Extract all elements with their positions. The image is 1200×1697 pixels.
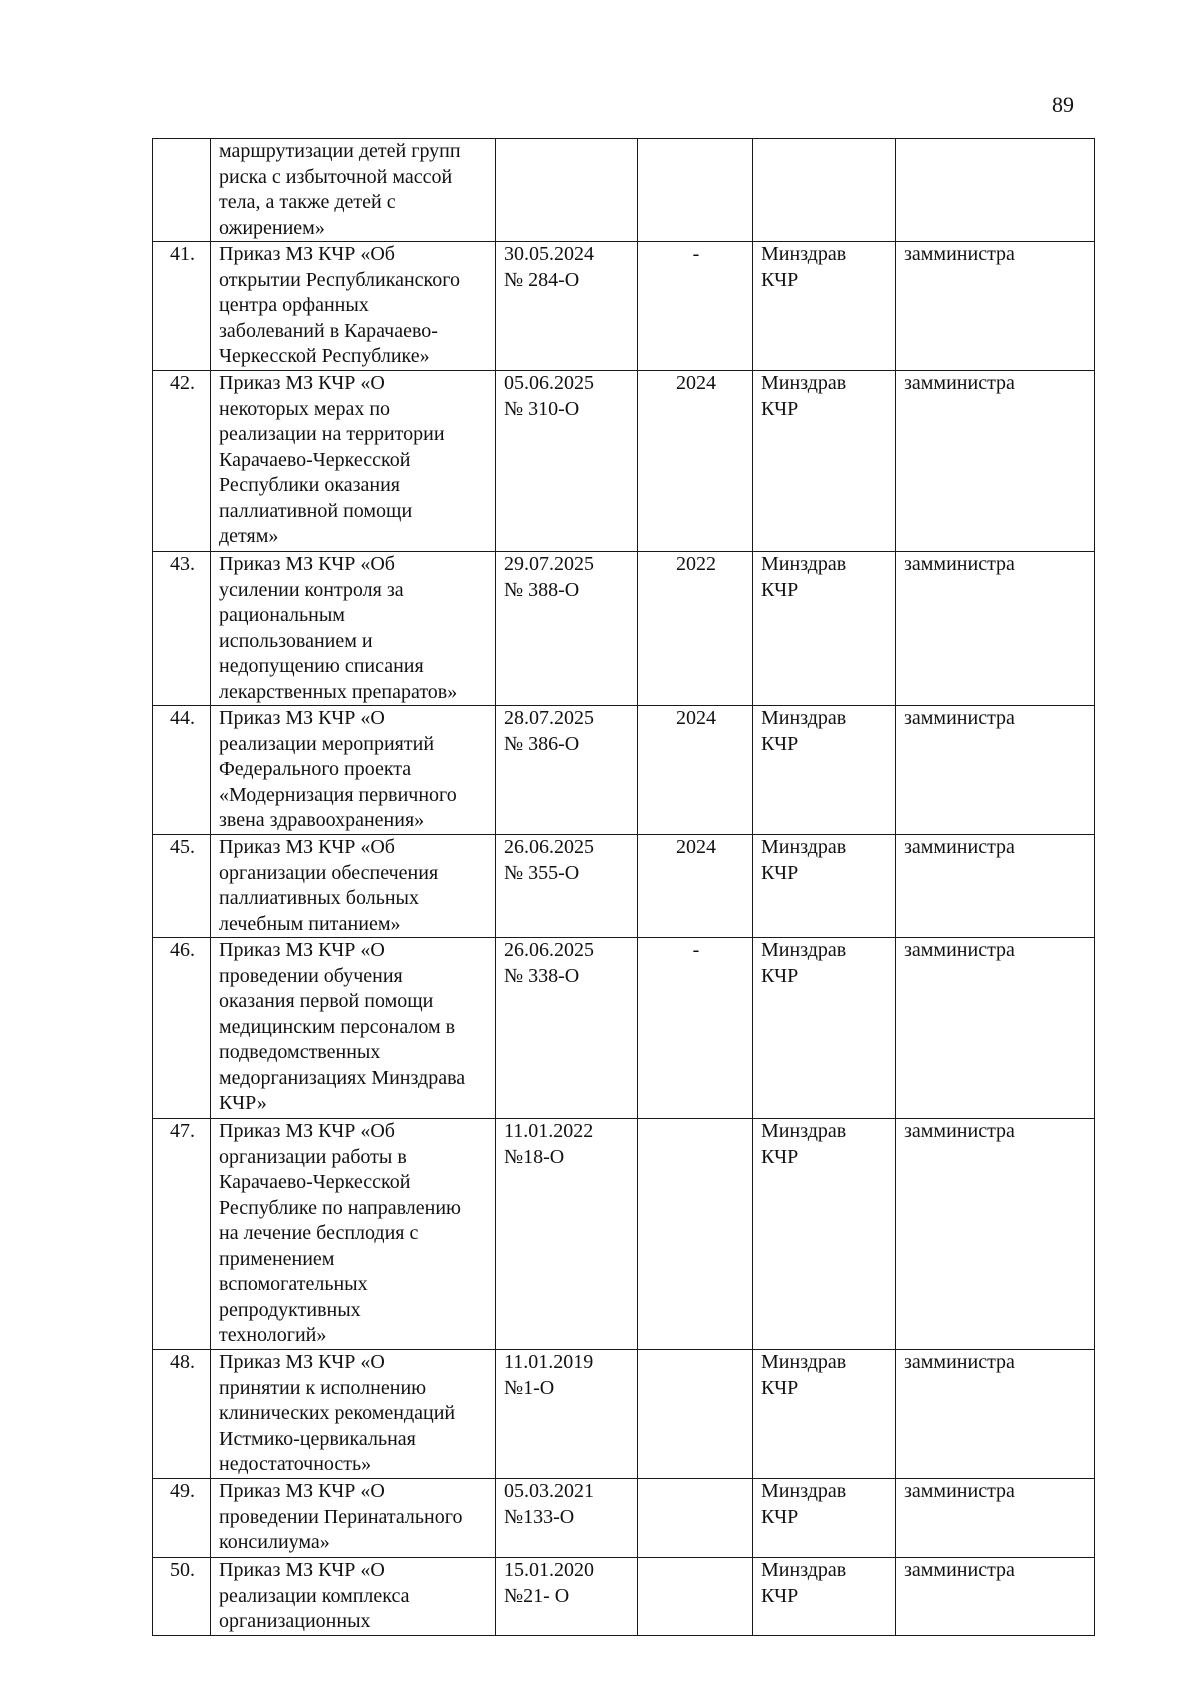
- order-date-number-line: №18-О: [504, 1145, 565, 1168]
- order-date-number: [496, 1350, 638, 1479]
- organization-cell: [753, 1119, 896, 1350]
- year-cell: [638, 1479, 753, 1558]
- organization-line: КЧР: [761, 1505, 799, 1528]
- organization-line: КЧР: [761, 578, 799, 601]
- table-row: [153, 242, 1095, 371]
- order-date-number-line: № 355-О: [504, 861, 580, 884]
- year-cell: 2022: [638, 552, 753, 706]
- row-number: 47.: [153, 1119, 211, 1350]
- order-title-line: Истмико-цервикальная: [219, 1427, 416, 1450]
- order-title-line: лекарственных препаратов»: [219, 680, 458, 703]
- order-title-line: репродуктивных: [219, 1298, 361, 1321]
- order-title-line: недостаточность»: [219, 1453, 372, 1475]
- order-title: [211, 139, 496, 242]
- order-title-line: Федерального проекта: [219, 758, 412, 780]
- order-date-number-line: № 284-О: [504, 268, 580, 291]
- order-title-line: технологий»: [219, 1324, 327, 1346]
- order-date-number-line: № 386-О: [504, 732, 580, 755]
- order-title: [211, 552, 496, 706]
- order-title-line: использованием и: [219, 629, 373, 652]
- order-title-line: на лечение бесплодия с: [219, 1222, 419, 1244]
- order-title: [211, 835, 496, 938]
- organization-line: Минздрав: [761, 1120, 847, 1142]
- order-title-line: принятии к исполнению: [219, 1376, 427, 1399]
- order-title-line: консилиума»: [219, 1531, 330, 1553]
- order-title-line: рациональным: [219, 604, 345, 626]
- organization-line: Минздрав: [761, 1351, 847, 1373]
- order-date-number-line: №21- О: [504, 1584, 570, 1607]
- organization-line: Минздрав: [761, 1559, 847, 1581]
- order-title-line: медорганизациях Минздрава: [219, 1066, 466, 1089]
- organization-line: Минздрав: [761, 707, 847, 729]
- order-title-line: Приказ МЗ КЧР «О: [219, 372, 385, 394]
- order-title-line: реализации на территории: [219, 423, 445, 445]
- organization-line: КЧР: [761, 1145, 799, 1168]
- order-date-number: [496, 1558, 638, 1636]
- order-title-line: звена здравоохранения»: [219, 809, 425, 831]
- responsible-cell: замминистра: [896, 938, 1095, 1119]
- year-cell: 2024: [638, 706, 753, 835]
- responsible-cell: замминистра: [896, 552, 1095, 706]
- order-title-line: маршрутизации детей групп: [219, 140, 461, 162]
- order-title-line: организационных: [219, 1610, 371, 1632]
- organization-line: КЧР: [761, 861, 799, 884]
- order-date-number: [496, 706, 638, 835]
- year-cell: [638, 1119, 753, 1350]
- organization-line: Минздрав: [761, 836, 847, 858]
- order-title: [211, 1350, 496, 1479]
- order-title-line: Приказ МЗ КЧР «О: [219, 1480, 385, 1502]
- order-date-number-line: 28.07.2025: [504, 707, 594, 729]
- table-row: [153, 139, 1095, 242]
- year-cell: [638, 139, 753, 242]
- responsible-cell: замминистра: [896, 1558, 1095, 1636]
- year-cell: 2024: [638, 835, 753, 938]
- organization-line: Минздрав: [761, 372, 847, 394]
- order-title-line: реализации мероприятий: [219, 732, 435, 755]
- order-date-number: [496, 242, 638, 371]
- row-number: 45.: [153, 835, 211, 938]
- order-date-number-line: № 310-О: [504, 397, 580, 420]
- organization-cell: [753, 1479, 896, 1558]
- order-title-line: Приказ МЗ КЧР «Об: [219, 1120, 395, 1142]
- order-title-line: проведении Перинатального: [219, 1505, 463, 1528]
- order-title: [211, 1558, 496, 1636]
- table-row: [153, 835, 1095, 938]
- responsible-cell: замминистра: [896, 242, 1095, 371]
- organization-line: Минздрав: [761, 939, 847, 961]
- order-date-number-line: 05.06.2025: [504, 372, 594, 394]
- row-number: 49.: [153, 1479, 211, 1558]
- order-title-line: Карачаево-Черкесской: [219, 448, 411, 471]
- order-date-number: [496, 1479, 638, 1558]
- organization-cell: [753, 242, 896, 371]
- organization-line: КЧР: [761, 1584, 799, 1607]
- order-title-line: Республике по направлению: [219, 1196, 461, 1219]
- order-title: [211, 242, 496, 371]
- organization-line: КЧР: [761, 732, 799, 755]
- responsible-cell: замминистра: [896, 1479, 1095, 1558]
- table-row: [153, 371, 1095, 552]
- responsible-cell: [896, 139, 1095, 242]
- table-row: [153, 1479, 1095, 1558]
- table-row: [153, 1119, 1095, 1350]
- order-date-number: [496, 1119, 638, 1350]
- order-title-line: тела, а также детей с: [219, 191, 396, 213]
- order-title-line: Приказ МЗ КЧР «О: [219, 707, 385, 729]
- order-date-number-line: №133-О: [504, 1505, 575, 1528]
- order-title-line: лечебным питанием»: [219, 912, 401, 935]
- year-cell: -: [638, 242, 753, 371]
- order-title-line: оказания первой помощи: [219, 990, 434, 1012]
- order-title: [211, 1119, 496, 1350]
- order-title-line: Приказ МЗ КЧР «Об: [219, 243, 395, 265]
- year-cell: 2024: [638, 371, 753, 552]
- order-title-line: реализации комплекса: [219, 1584, 410, 1607]
- order-date-number-line: № 338-О: [504, 964, 580, 987]
- organization-cell: [753, 139, 896, 242]
- order-date-number-line: № 388-О: [504, 578, 580, 601]
- order-title-line: медицинским персоналом в: [219, 1015, 456, 1038]
- order-title-line: применением: [219, 1247, 335, 1270]
- order-date-number: [496, 371, 638, 552]
- order-title-line: организации работы в: [219, 1145, 407, 1168]
- order-date-number-line: 26.06.2025: [504, 836, 594, 858]
- order-date-number-line: 11.01.2022: [504, 1120, 594, 1142]
- order-date-number-line: 29.07.2025: [504, 553, 594, 575]
- organization-cell: [753, 552, 896, 706]
- order-title-line: ожирением»: [219, 216, 325, 239]
- order-title-line: организации обеспечения: [219, 861, 439, 884]
- organization-cell: [753, 1558, 896, 1636]
- order-title-line: детям»: [219, 525, 279, 547]
- order-title-line: проведении обучения: [219, 964, 403, 987]
- table-row: [153, 938, 1095, 1119]
- responsible-cell: замминистра: [896, 1350, 1095, 1479]
- page-number: 89: [1052, 92, 1074, 117]
- order-date-number-line: 15.01.2020: [504, 1559, 594, 1581]
- order-date-number-line: 05.03.2021: [504, 1480, 594, 1502]
- organization-cell: [753, 835, 896, 938]
- row-number: 50.: [153, 1558, 211, 1636]
- order-title: [211, 1479, 496, 1558]
- order-date-number-line: 11.01.2019: [504, 1351, 594, 1373]
- row-number: [153, 139, 211, 242]
- organization-cell: [753, 706, 896, 835]
- row-number: 42.: [153, 371, 211, 552]
- responsible-cell: замминистра: [896, 371, 1095, 552]
- organization-cell: [753, 938, 896, 1119]
- orders-table: [152, 138, 1095, 1636]
- row-number: 43.: [153, 552, 211, 706]
- organization-cell: [753, 371, 896, 552]
- order-title-line: Приказ МЗ КЧР «О: [219, 939, 385, 961]
- order-title-line: КЧР»: [219, 1092, 267, 1114]
- order-title-line: Приказ МЗ КЧР «Об: [219, 553, 395, 575]
- order-date-number: [496, 552, 638, 706]
- order-title-line: вспомогательных: [219, 1273, 368, 1295]
- order-date-number-line: 26.06.2025: [504, 939, 594, 961]
- order-title-line: «Модернизация первичного: [219, 783, 457, 806]
- order-title: [211, 371, 496, 552]
- order-title-line: паллиативной помощи: [219, 499, 413, 522]
- order-title-line: Карачаево-Черкесской: [219, 1171, 411, 1193]
- organization-cell: [753, 1350, 896, 1479]
- row-number: 44.: [153, 706, 211, 835]
- table-row: [153, 1350, 1095, 1479]
- order-title-line: Черкесской Республике»: [219, 345, 430, 367]
- year-cell: [638, 1558, 753, 1636]
- table-row: [153, 552, 1095, 706]
- order-date-number: [496, 139, 638, 242]
- year-cell: -: [638, 938, 753, 1119]
- order-title-line: открытии Республиканского: [219, 268, 460, 291]
- order-title-line: заболеваний в Карачаево-: [219, 319, 438, 342]
- order-title-line: центра орфанных: [219, 294, 369, 316]
- organization-line: Минздрав: [761, 243, 847, 265]
- organization-line: КЧР: [761, 1376, 799, 1399]
- order-title-line: недопущению списания: [219, 655, 424, 677]
- order-title-line: риска с избыточной массой: [219, 165, 453, 188]
- year-cell: [638, 1350, 753, 1479]
- order-date-number: [496, 835, 638, 938]
- organization-line: Минздрав: [761, 1480, 847, 1502]
- order-title-line: Приказ МЗ КЧР «О: [219, 1351, 385, 1373]
- row-number: 48.: [153, 1350, 211, 1479]
- organization-line: Минздрав: [761, 553, 847, 575]
- organization-line: КЧР: [761, 964, 799, 987]
- row-number: 46.: [153, 938, 211, 1119]
- order-title-line: клинических рекомендаций: [219, 1402, 456, 1424]
- responsible-cell: замминистра: [896, 835, 1095, 938]
- order-date-number: [496, 938, 638, 1119]
- organization-line: КЧР: [761, 397, 799, 420]
- organization-line: КЧР: [761, 268, 799, 291]
- order-date-number-line: 30.05.2024: [504, 243, 594, 265]
- responsible-cell: замминистра: [896, 706, 1095, 835]
- order-date-number-line: №1-О: [504, 1376, 555, 1399]
- order-title: [211, 938, 496, 1119]
- table-row: [153, 706, 1095, 835]
- responsible-cell: замминистра: [896, 1119, 1095, 1350]
- order-title-line: подведомственных: [219, 1041, 381, 1063]
- order-title: [211, 706, 496, 835]
- order-title-line: некоторых мерах по: [219, 397, 391, 420]
- order-title-line: усилении контроля за: [219, 578, 404, 601]
- order-title-line: Республики оказания: [219, 474, 401, 496]
- order-title-line: Приказ МЗ КЧР «Об: [219, 836, 395, 858]
- order-title-line: паллиативных больных: [219, 887, 419, 909]
- order-title-line: Приказ МЗ КЧР «О: [219, 1559, 385, 1581]
- row-number: 41.: [153, 242, 211, 371]
- table-row: [153, 1558, 1095, 1636]
